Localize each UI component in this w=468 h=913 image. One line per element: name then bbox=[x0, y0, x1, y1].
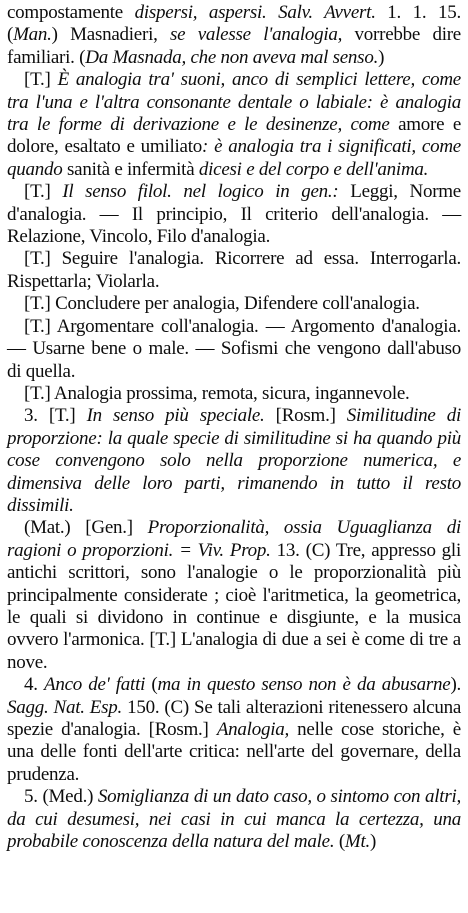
roman-text: [T.] Argomentare coll'analogia. — Argomento d'analogia. — Usarne bene o male. — Sofismi che vengono dall'abuso di quella. bbox=[7, 315, 461, 382]
roman-text: 5. (Med.) bbox=[24, 786, 98, 808]
entry-paragraph bbox=[7, 517, 461, 674]
roman-text: 4. bbox=[24, 674, 44, 696]
roman-text: 1. 1. 15. ( bbox=[7, 2, 461, 46]
italic-text: se valesse l'analogia, bbox=[170, 24, 343, 46]
italic-text: dicesi e del corpo e dell'anima. bbox=[198, 158, 429, 180]
roman-text: ) Masnadieri, bbox=[51, 24, 170, 46]
italic-text: Similitudine di proporzione: la quale specie di similitudine si ha quando più cose convengono solo nella proporzione numerica, e dimensiva delle loro parti, rimanendo in tutto il resto dissimili. bbox=[7, 405, 462, 516]
entry-paragraph bbox=[7, 293, 461, 315]
roman-text: vorrebbe dire familiari. ( bbox=[7, 24, 461, 68]
roman-text: amore e dolore, esaltato e umiliato bbox=[7, 114, 462, 158]
roman-text: [Rosm.] bbox=[264, 405, 347, 427]
roman-text: 3. [T.] bbox=[24, 405, 87, 427]
italic-text: Somiglianza di un dato caso, o sintomo con altri, da cui desumesi, nei casi in cui manca la certezza, una probabile conoscenza della natura del male. bbox=[7, 786, 461, 853]
roman-text: [T.] Seguire l'analogia. Ricorrere ad essa. Interrogarla. Rispettarla; Violarla. bbox=[7, 248, 461, 292]
italic-text: Analogia, bbox=[216, 719, 289, 740]
roman-text: Leggi, Norme d'analogia. — Il principio, Il criterio dell'analogia. — Relazione, Vincolo, Filo d'analogia. bbox=[7, 181, 461, 248]
italic-text: Mt. bbox=[344, 831, 371, 853]
italic-text: In senso più speciale. bbox=[86, 405, 265, 427]
entry-paragraph bbox=[7, 181, 461, 248]
italic-text: ma in questo senso non è da abusarne bbox=[157, 674, 451, 696]
italic-text: Proporzionalità, ossia Uguaglianza di ragioni o proporzioni. = Viv. Prop. bbox=[7, 517, 461, 561]
italic-text: Il senso filol. nel logico in gen.: bbox=[62, 181, 339, 203]
roman-text: sanità e infermità bbox=[62, 158, 199, 180]
italic-text: : è analogia tra i significati, come quando bbox=[7, 136, 461, 180]
italic-text: Anco de' fatti bbox=[44, 674, 146, 696]
entry-paragraph bbox=[7, 405, 461, 517]
entry-paragraph bbox=[7, 2, 461, 69]
italic-text: Man. bbox=[13, 24, 52, 46]
italic-text: dispersi, aspersi. Salv. Avvert. bbox=[134, 2, 376, 23]
entry-paragraph bbox=[7, 69, 461, 181]
roman-text: ). bbox=[450, 674, 462, 696]
roman-text: [T.] Concludere per analogia, Difendere coll'analogia. bbox=[24, 293, 420, 315]
entry-paragraph bbox=[7, 316, 461, 383]
roman-text: [T.] bbox=[24, 181, 63, 203]
roman-text: (Mat.) [Gen.] bbox=[24, 517, 148, 539]
italic-text: Da Masnada, che non aveva mal senso. bbox=[85, 46, 379, 68]
roman-text: 13. (C) Tre, appresso gli antichi scrittori, sono l'analogie o le proporzionalità più principalmente considerate ; cioè l'aritmetica, la geometrica, le quali si dividono in continue e disgiunte, e la musica ovvero l'armonica. [T.] L'analogia di due a sei è come di tre a nove. bbox=[7, 539, 461, 673]
roman-text: nelle cose storiche, è una delle fonti dell'arte critica: nell'arte del governare, della prudenza. bbox=[7, 719, 461, 785]
entry-paragraph bbox=[7, 786, 461, 853]
entry-paragraph bbox=[7, 383, 461, 405]
italic-text: È analogia tra' suoni, anco di semplici lettere, come tra l'una e l'altra consonante dentale o labiale: è analogia tra le forme di derivazione e le desinenze, come bbox=[7, 69, 461, 136]
entry-paragraph bbox=[7, 248, 461, 293]
entry-paragraph bbox=[7, 674, 461, 786]
roman-text: 150. (C) Se tali alterazioni ritenessero alcuna spezie d'analogia. [Rosm.] bbox=[7, 696, 461, 740]
roman-text: ( bbox=[334, 831, 345, 853]
roman-text: compostamente bbox=[7, 2, 135, 23]
roman-text: [T.] bbox=[24, 69, 58, 91]
roman-text: [T.] Analogia prossima, remota, sicura, ingannevole. bbox=[24, 382, 410, 404]
roman-text: ) bbox=[370, 831, 377, 853]
italic-text: Sagg. Nat. Esp. bbox=[7, 696, 123, 718]
roman-text: ) bbox=[378, 46, 385, 68]
roman-text: ( bbox=[145, 674, 158, 696]
